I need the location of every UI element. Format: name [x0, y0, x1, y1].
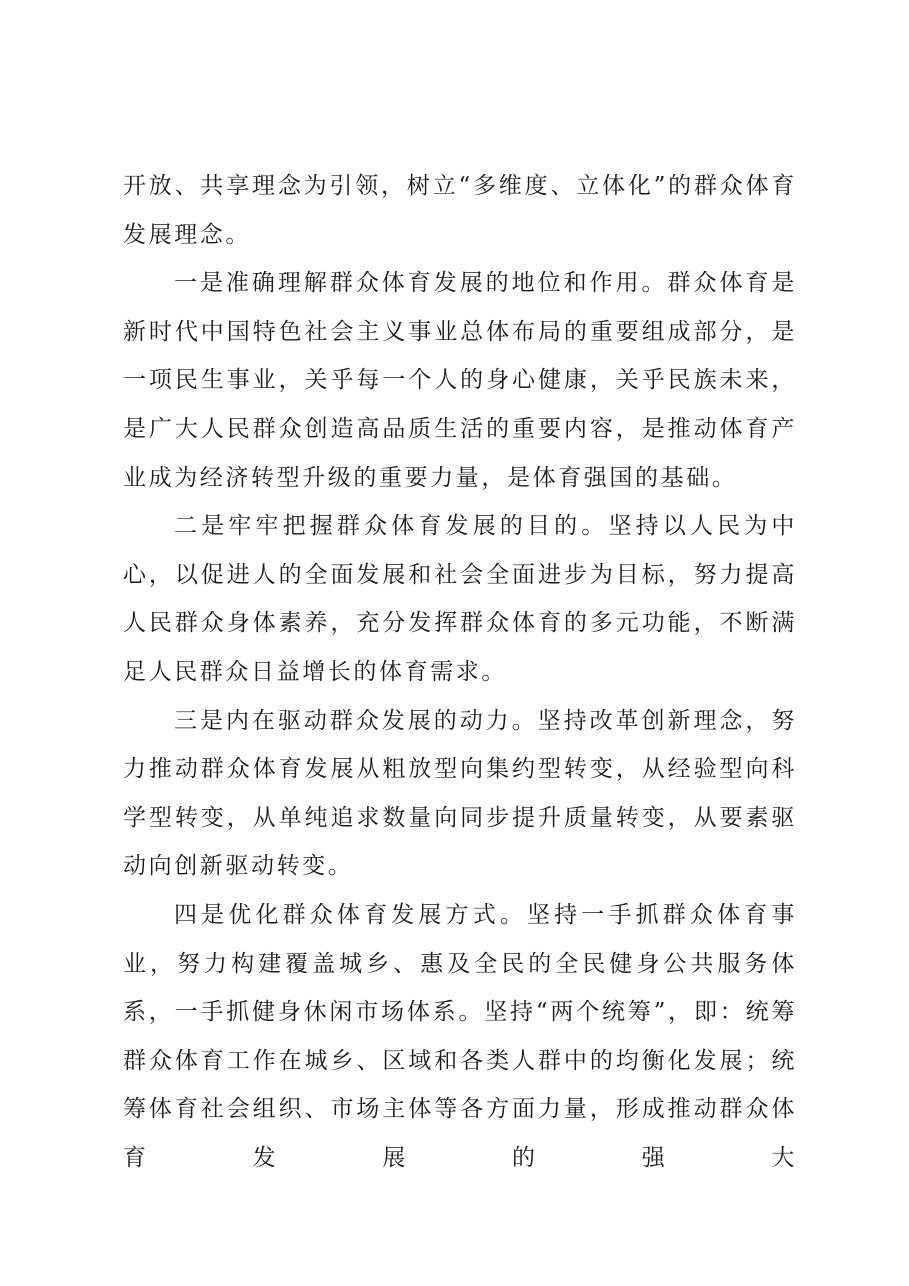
paragraph-continuation: 开放、共享理念为引领，树立“多维度、立体化”的群众体育发展理念。 — [123, 173, 797, 248]
paragraph-point-two: 二是牢牢把握群众体育发展的目的。坚持以人民为中心，以促进人的全面发展和社会全面进步为目标，努力提高人民群众身体素养，充分发挥群众体育的多元功能，不断满足人民群众日益增长的体育需求。 — [123, 513, 797, 685]
document-body — [123, 162, 797, 1182]
paragraph-point-three: 三是内在驱动群众发展的动力。坚持改革创新理念，努力推动群众体育发展从粗放型向集约型转变，从经验型向科学型转变，从单纯追求数量向同步提升质量转变，从要素驱动向创新驱动转变。 — [123, 707, 797, 880]
paragraph-point-one: 一是准确理解群众体育发展的地位和作用。群众体育是新时代中国特色社会主义事业总体布局的重要组成部分，是一项民生事业，关乎每一个人的身心健康，关乎民族未来，是广大人民群众创造高品质生活的重要内容，是推动体育产业成为经济转型升级的重要力量，是体育强国的基础。 — [123, 270, 797, 491]
paragraph-point-four: 四是优化群众体育发展方式。坚持一手抓群众体育事业，努力构建覆盖城乡、惠及全民的全民健身公共服务体系，一手抓健身休闲市场体系。坚持“两个统筹”，即：统筹群众体育工作在城乡、区域和各类人群中的均衡化发展；统筹体育社会组织、市场主体等各方面力量，形成推动群众体育发展的强大 — [123, 901, 797, 1171]
